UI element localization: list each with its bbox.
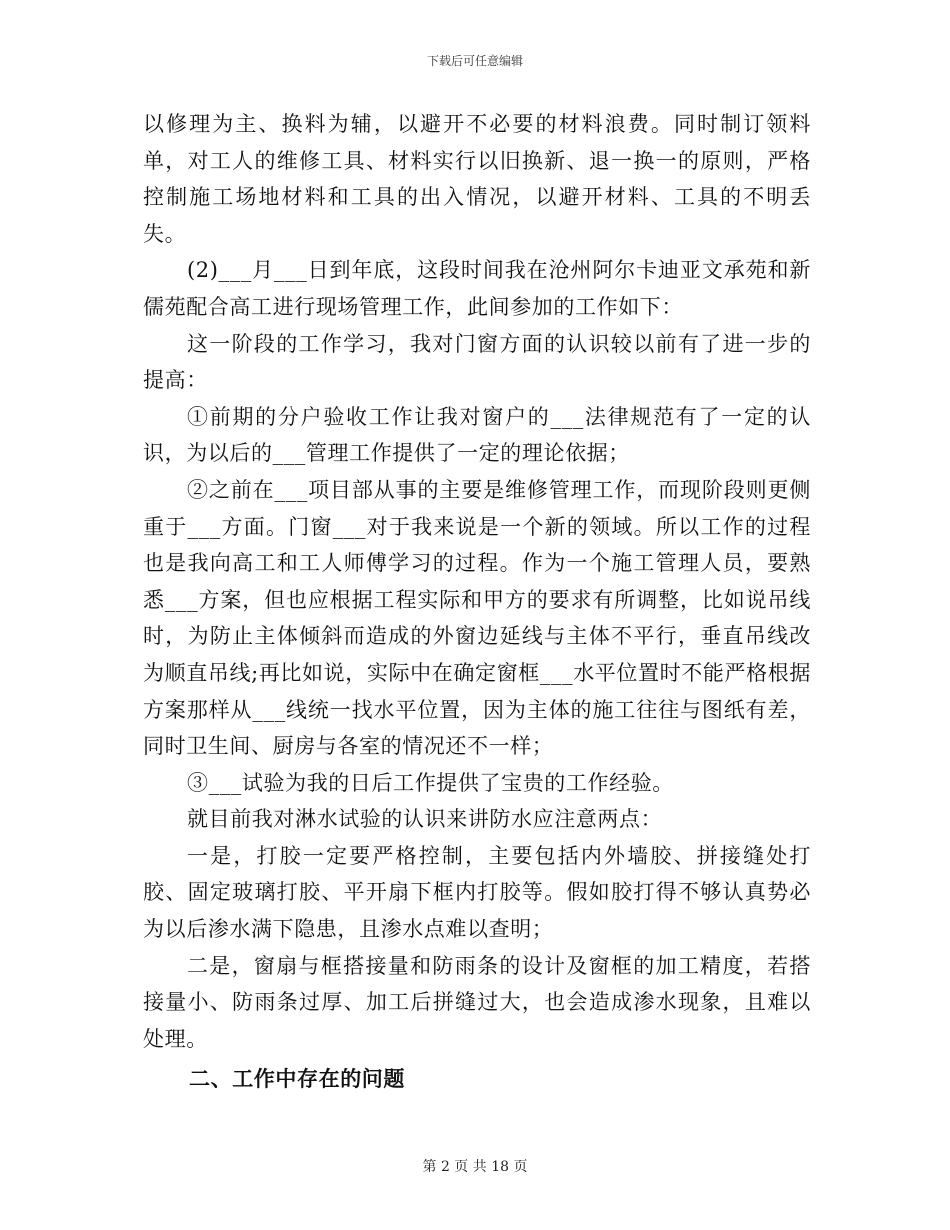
section-heading: 二、工作中存在的问题 — [189, 1067, 405, 1092]
paragraph-period-2: (2)___月___日到年底，这段时间我在沧州阿尔卡迪亚文承苑和新儒苑配合高工进行现场管理工作，此间参加的工作如下： — [143, 258, 811, 319]
paragraph-point-one: 一是，打胶一定要严格控制，主要包括内外墙胶、拼接缝处打胶、固定玻璃打胶、平开扇下框内打胶等。假如胶打得不够认真势必为以后渗水满下隐患，且渗水点难以查明； — [143, 843, 811, 942]
paragraph-item-2: ②之前在___项目部从事的主要是维修管理工作，而现阶段则更侧重于___方面。门窗___对于我来说是一个新的领域。所以工作的过程也是我向高工和工人师傅学习的过程。作为一个施工管理人员，要熟悉___方案，但也应根据工程实际和甲方的要求有所调整，比如说吊线时，为防止主体倾斜而造成的外窗边延线与主体不平行，垂直吊线改为顺直吊线;再比如说，实际中在确定窗框___水平位置时不能严格根据方案那样从___线统一找水平位置，因为主体的施工往往与图纸有差，同时卫生间、厨房与各室的情况还不一样； — [143, 477, 811, 759]
paragraph-materials: 以修理为主、换料为辅，以避开不必要的材料浪费。同时制订领料单，对工人的维修工具、材料实行以旧换新、退一换一的原则，严格控制施工场地材料和工具的出入情况，以避开材料、工具的不明丢失。 — [143, 112, 811, 246]
document-body — [143, 106, 811, 1098]
page-header-note: 下载后可任意编辑 — [426, 54, 523, 68]
paragraph-item-1: ①前期的分户验收工作让我对窗户的___法律规范有了一定的认识，为以后的___管理工作提供了一定的理论依据； — [143, 404, 811, 466]
paragraph-point-two: 二是，窗扇与框搭接量和防雨条的设计及窗框的加工精度，若搭接量小、防雨条过厚、加工后拼缝过大，也会造成渗水现象，且难以处理。 — [143, 953, 811, 1051]
paragraph-waterproof-intro: 就目前我对淋水试验的认识来讲防水应注意两点： — [187, 807, 663, 832]
page-number: 第 2 页 共 18 页 — [422, 1159, 528, 1175]
paragraph-learning-stage: 这一阶段的工作学习，我对门窗方面的认识较以前有了进一步的提高： — [143, 331, 811, 393]
paragraph-item-3: ③___试验为我的日后工作提供了宝贵的工作经验。 — [187, 770, 674, 795]
